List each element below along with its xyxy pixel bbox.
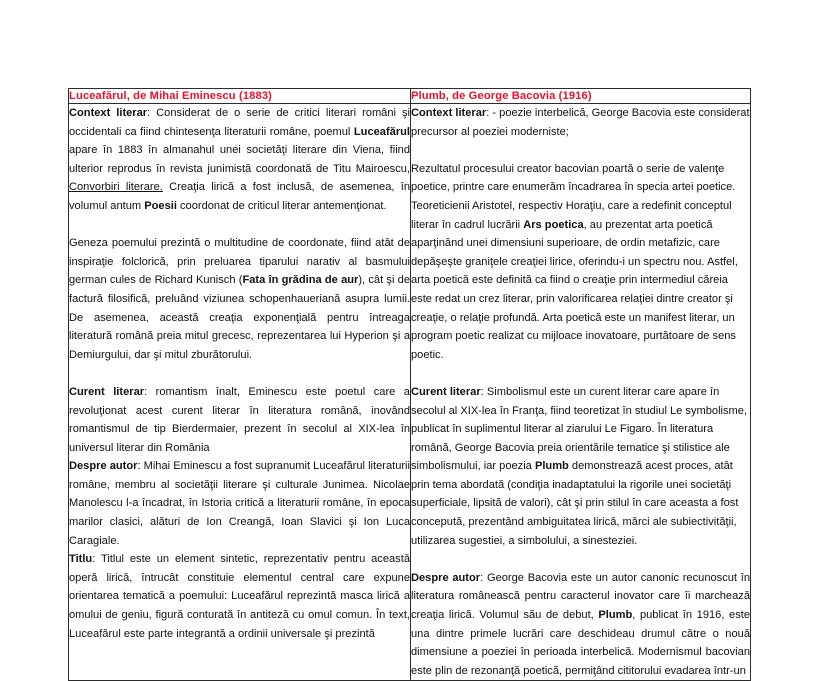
poem-title-plumb: Plumb, de George Bacovia (1916) <box>411 90 592 102</box>
right-paragraph-rezultat <box>411 160 750 365</box>
left-curent-text: : romantism înalt, Eminescu este poetul care a revoluţionat acest curent literar în literatura română, inovând romantismul de tip Bierdermaier, prezent în secolul al XIX-lea în universul literar din România <box>69 385 410 454</box>
body-cell-right <box>411 104 751 681</box>
right-despre-text-b: , publicat în 1916, este una dintre primele lucrări care deschideau drumul către o nouă dimensiune a poeziei în perioada interbelică. Modernismul bacovian este plin de rezonanţă poetică, permiţând cititorului evadarea într-un <box>411 609 750 677</box>
table-body-row <box>69 104 751 681</box>
table-header-row <box>69 89 751 104</box>
left-context-text-d: coordonat de criticul literar antemenţionat. <box>176 199 387 212</box>
right-label-despre-autor: Despre autor <box>411 571 481 584</box>
header-cell-left <box>69 89 411 104</box>
body-cell-left <box>69 104 411 681</box>
comparison-table <box>68 88 751 681</box>
left-context-bold-luceafarul: Luceafărul <box>353 125 410 138</box>
left-label-titlu: Titlu <box>69 553 93 566</box>
left-context-bold-poesii: Poesii <box>144 199 177 212</box>
right-despre-text-a: : George Bacovia este un autor canonic recunoscut în literatura românească pentru caracterul inovator care îi marchează creaţia lirică. Volumul său de debut, <box>411 571 751 622</box>
left-paragraph-curent-literar <box>69 383 410 457</box>
right-context-text: : - poezie interbelică, George Bacovia este considerat precursor al poeziei moderniste; <box>411 107 750 138</box>
right-curent-text-a: : Simbolismul este un curent literar care apare în secolul al XIX-lea în Franţa, fiind teoretizat în studiul Le symbolisme, publicat în suplimentul literar al ziarului Le Figaro. În literatura română, George Bacovia preia orientările tematice şi stilistice ale simbolismului, iar poezia <box>411 385 748 473</box>
left-context-text-c: Creaţia lirică a fost inclusă, de asemenea, în volumul antum <box>69 181 410 212</box>
left-context-underline-convorbiri: Convorbiri literare. <box>69 181 163 194</box>
right-rezultat-text-a: Rezultatul procesului creator bacovian poartă o serie de valenţe poetice, printre care enumerăm încadrarea în specia artei poetice. Teoreticienii Aristotel, respectiv Horaţiu, care a redefinit conceptul literar în cadrul lucrării <box>411 162 736 231</box>
right-paragraph-despre-autor <box>411 569 750 681</box>
left-paragraph-context <box>69 104 410 216</box>
left-despre-text: : Mihai Eminescu a fost supranumit Luceafărul literaturii române, membru al societăţii literare şi culturale Junimea. Nicolae Manolescu l-a încadrat, în Istoria critică a literaturii române, în epoca marilor clasici, alături de Ion Creangă, Ioan Slavici şi Ion Luca Caragiale. <box>69 460 410 547</box>
right-paragraph-curent-literar <box>411 383 750 550</box>
right-curent-bold-plumb: Plumb <box>534 460 569 473</box>
left-paragraph-despre-autor <box>69 457 410 550</box>
left-geneza-text-a: Geneza poemului prezintă o multitudine de coordonate, fiind atât de inspiraţie folclorică, prin preluarea tiparului narativ al basmului german cules de Richard Kunisch ( <box>69 237 410 287</box>
left-geneza-bold-fata-in-gradina-de-aur: Fata în grădina de aur <box>242 274 359 287</box>
left-paragraph-geneza <box>69 234 410 364</box>
right-curent-text-b: demonstrează acest proces, atât prin tema abordată (condiţia inadaptatului la rigorile unei societăţi superficiale, lipsită de valori), cât şi prin stilul în care aceasta a fost concepută, prezentând ambiguitatea lirică, mărci ale subiectivităţii, utilizarea sugestiei, a simbolului, a sinesteziei. <box>411 460 739 547</box>
right-label-context-literar: Context literar <box>411 107 487 119</box>
left-geneza-text-b: ), cât şi de factură filosifică, preluând viziunea schopenhaueriană asupra lumii. De asemenea, această creaţia exponenţială pentru întreaga literatură română preia mitul grecesc, reprezentarea lui Hyperion şi a Demiurgului, dar şi mitul zburătorului. <box>69 274 410 361</box>
left-context-text-a: : Considerat de o serie de critici literari români şi occidentali ca fiind chintesenţa literaturii române, poemul <box>69 107 410 138</box>
left-label-context-literar: Context literar <box>69 107 148 119</box>
left-context-text-b: apare în 1883 în almanahul unei societăţi literare din Viena, fiind ulterior reprodus în revista junimistă coordonată de Titu Mairoescu, <box>69 144 410 175</box>
right-label-curent-literar: Curent literar <box>411 385 481 398</box>
right-paragraph-context <box>411 104 750 141</box>
left-label-despre-autor: Despre autor <box>69 460 138 473</box>
left-titlu-text: : Titlul este un element sintetic, reprezentativ pentru această operă lirică, întrucât constituie elementul central care expune orientarea tematică a poemului: Luceafărul reprezintă masca lirică a omului de geniu, figură conturată în antiteză cu omul comun. În text, Luceafărul este parte integrantă a ordinii universale şi prezintă <box>69 553 410 640</box>
right-rezultat-bold-ars-poetica: Ars poetica <box>523 218 584 231</box>
header-cell-right <box>411 89 751 104</box>
poem-title-luceafarul: Luceafărul, de Mihai Eminescu (1883) <box>69 90 272 102</box>
right-despre-bold-plumb: Plumb <box>598 609 633 622</box>
left-label-curent-literar: Curent literar <box>69 385 145 398</box>
left-paragraph-titlu <box>69 550 410 643</box>
right-rezultat-text-b: , au prezentat arta poetică aparţinând unei dimensiuni superioare, de ordin metafizic, care depăşeşte graniţele creaţiei lirice, oferindu-i un spectru nou. Astfel, arta poetică este definită ca fiind o creaţie prin intermediul căreia este redat un crez literar, prin valorificarea relaţiei dintre creator şi creaţie, o relaţie profundă. Arta poetică este un manifest literar, un program poetic realizat cu mijloace inovatoare, purtătoare de sens poetic. <box>411 218 738 361</box>
